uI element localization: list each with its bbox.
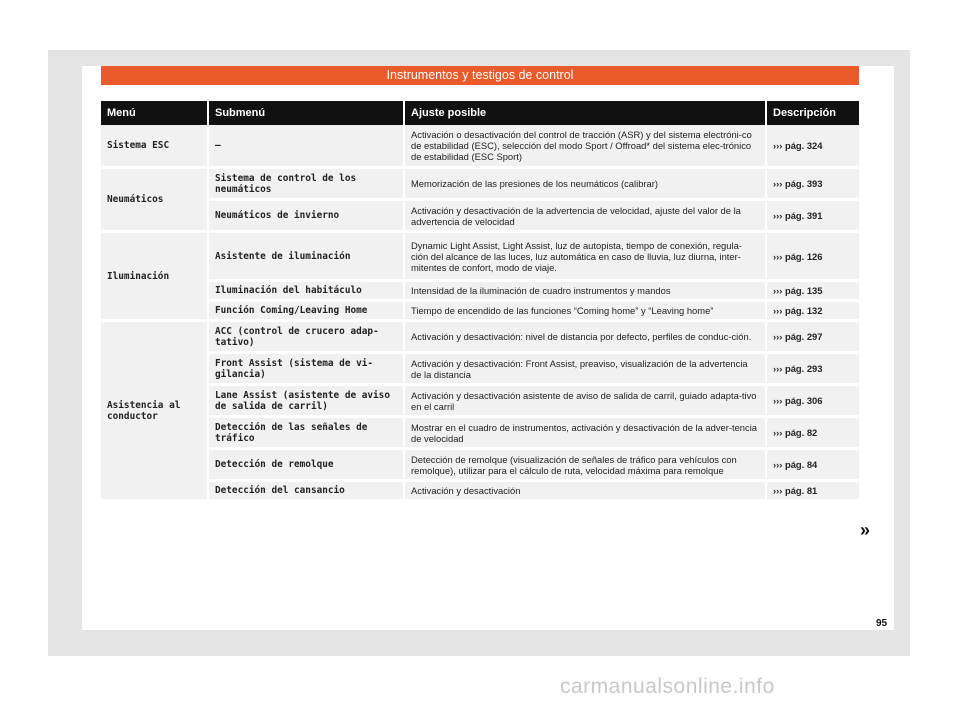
table-row [101, 482, 859, 502]
table-header-row [101, 101, 859, 125]
setting-cell: Activación y desactivación: Front Assist, preaviso, visualización de la advertencia de la distancia [405, 354, 767, 386]
submenu-cell: Front Assist (sistema de vi-gilancia) [209, 354, 405, 386]
table-row [101, 322, 859, 354]
setting-cell: Mostrar en el cuadro de instrumentos, activación y desactivación de la adver-tencia de velocidad [405, 418, 767, 450]
setting-cell: Tiempo de encendido de las funciones “Coming home” y “Leaving home” [405, 302, 767, 322]
table-row [101, 233, 859, 282]
column-header-submenu: Submenú [209, 101, 405, 125]
table-row [101, 386, 859, 418]
page-reference-link[interactable]: ››› pág. 293 [767, 354, 859, 386]
setting-cell: Intensidad de la iluminación de cuadro instrumentos y mandos [405, 282, 767, 302]
table-row [101, 282, 859, 302]
setting-cell: Dynamic Light Assist, Light Assist, luz de autopista, tiempo de conexión, regula-ción del alcance de las luces, luz automática en caso de lluvia, luz diurna, inter-mitentes de confort, modo de viaje. [405, 233, 767, 282]
table-row [101, 450, 859, 482]
settings-table [101, 101, 859, 502]
submenu-cell: Lane Assist (asistente de aviso de salida de carril) [209, 386, 405, 418]
submenu-cell: – [209, 125, 405, 169]
column-header-description: Descripción [767, 101, 859, 125]
submenu-cell: Detección de las señales de tráfico [209, 418, 405, 450]
page-reference-link[interactable]: ››› pág. 135 [767, 282, 859, 302]
table-row [101, 169, 859, 201]
table-row [101, 302, 859, 322]
section-title-banner: Instrumentos y testigos de control [101, 66, 859, 85]
page-reference-link[interactable]: ››› pág. 126 [767, 233, 859, 282]
submenu-cell: Sistema de control de los neumáticos [209, 169, 405, 201]
setting-cell: Activación y desactivación [405, 482, 767, 502]
column-header-setting: Ajuste posible [405, 101, 767, 125]
page-reference-link[interactable]: ››› pág. 297 [767, 322, 859, 354]
menu-cell: Iluminación [101, 233, 209, 322]
page-reference-link[interactable]: ››› pág. 84 [767, 450, 859, 482]
page-reference-link[interactable]: ››› pág. 82 [767, 418, 859, 450]
setting-cell: Activación y desactivación: nivel de distancia por defecto, perfiles de conduc-ción. [405, 322, 767, 354]
setting-cell: Activación y desactivación asistente de aviso de salida de carril, guiado adapta-tivo en el carril [405, 386, 767, 418]
watermark-text: carmanualsonline.info [560, 675, 775, 698]
setting-cell: Detección de remolque (visualización de señales de tráfico para vehículos con remolque), utilizar para el cálculo de ruta, velocidad máxima para remolque [405, 450, 767, 482]
page-reference-link[interactable]: ››› pág. 81 [767, 482, 859, 502]
setting-cell: Activación y desactivación de la advertencia de velocidad, ajuste del valor de la advertencia de velocidad [405, 201, 767, 233]
menu-cell: Asistencia al conductor [101, 322, 209, 502]
continue-arrow-icon: » [860, 520, 871, 540]
page-number: 95 [876, 618, 888, 629]
column-header-menu: Menú [101, 101, 209, 125]
page-reference-link[interactable]: ››› pág. 393 [767, 169, 859, 201]
setting-cell: Memorización de las presiones de los neumáticos (calibrar) [405, 169, 767, 201]
submenu-cell: Asistente de iluminación [209, 233, 405, 282]
table-row [101, 125, 859, 169]
table-row [101, 354, 859, 386]
submenu-cell: Iluminación del habitáculo [209, 282, 405, 302]
submenu-cell: Detección de remolque [209, 450, 405, 482]
submenu-cell: Neumáticos de invierno [209, 201, 405, 233]
submenu-cell: Detección del cansancio [209, 482, 405, 502]
table-row [101, 201, 859, 233]
table-row [101, 418, 859, 450]
submenu-cell: Función Coming/Leaving Home [209, 302, 405, 322]
page-reference-link[interactable]: ››› pág. 132 [767, 302, 859, 322]
page-reference-link[interactable]: ››› pág. 306 [767, 386, 859, 418]
page-reference-link[interactable]: ››› pág. 391 [767, 201, 859, 233]
menu-cell: Neumáticos [101, 169, 209, 233]
submenu-cell: ACC (control de crucero adap-tativo) [209, 322, 405, 354]
menu-cell: Sistema ESC [101, 125, 209, 169]
setting-cell: Activación o desactivación del control de tracción (ASR) y del sistema electróni-co de estabilidad (ESC), selección del modo Sport / Offroad* del sistema elec-trónico de estabilidad (ESC Sport) [405, 125, 767, 169]
page-reference-link[interactable]: ››› pág. 324 [767, 125, 859, 169]
